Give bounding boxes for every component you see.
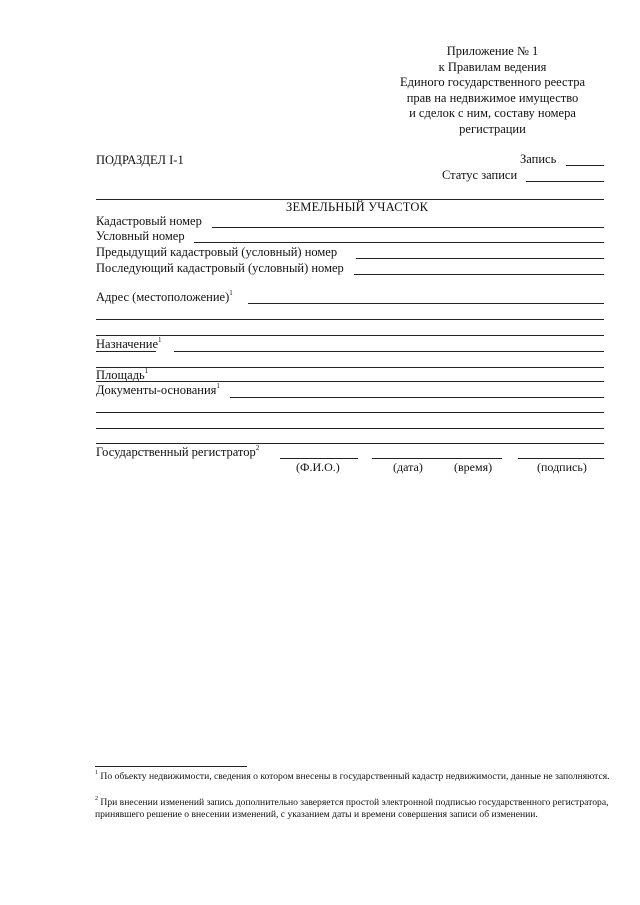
cadastral-number-field[interactable] — [212, 227, 604, 228]
header-line: прав на недвижимое имущество — [406, 90, 579, 105]
registrar-signature-field[interactable] — [518, 458, 604, 459]
address-field[interactable] — [248, 303, 604, 304]
header-line: к Правилам ведения — [438, 59, 547, 74]
status-field[interactable] — [526, 181, 604, 182]
fio-caption: (Ф.И.О.) — [296, 460, 340, 474]
registrar-datetime-field[interactable] — [372, 458, 502, 459]
documents-field-line[interactable] — [96, 428, 604, 429]
date-caption: (дата) — [393, 460, 423, 474]
status-label: Статус записи — [442, 168, 518, 182]
registrar-label: Государственный регистратор$^2$ — [96, 443, 260, 459]
documents-field-line[interactable] — [96, 412, 604, 413]
area-label: Площадь$^1$ — [96, 366, 149, 382]
next-number-field[interactable] — [354, 274, 604, 275]
conditional-number-field[interactable] — [194, 242, 604, 243]
footnote-rule — [95, 766, 247, 767]
record-field[interactable] — [566, 165, 604, 166]
next-number-label: Последующий кадастровый (условный) номер — [96, 261, 344, 275]
header-line: регистрации — [459, 121, 526, 136]
footnote-2: $^2$ При внесении изменений запись дополнительно заверяется простой электронной подписью государственного регистратора, принявшего решение о внесении изменений, с указанием даты и времени совершения записи об изменении. — [95, 795, 609, 820]
address-field-line[interactable] — [96, 335, 604, 336]
footnote-1: $^1$ По объекту недвижимости, сведения о котором внесены в государственный кадастр недвижимости, данные не заполняются. — [95, 769, 610, 782]
purpose-underline — [96, 351, 156, 352]
record-label: Запись — [520, 152, 557, 166]
previous-number-label: Предыдущий кадастровый (условный) номер — [96, 245, 338, 259]
conditional-number-label: Условный номер — [96, 229, 185, 243]
area-field[interactable] — [96, 381, 604, 382]
subsection-label: ПОДРАЗДЕЛ I-1 — [96, 153, 184, 167]
header-line: и сделок с ним, составу номера — [409, 106, 576, 120]
previous-number-field[interactable] — [356, 258, 604, 259]
header-line: Единого государственного реестра — [399, 75, 586, 89]
address-field-line[interactable] — [96, 319, 604, 320]
purpose-label: Назначение$^1$ — [96, 335, 162, 351]
registrar-fio-field[interactable] — [280, 458, 358, 459]
documents-label: Документы-основания$^1$ — [96, 381, 220, 397]
address-label: Адрес (местоположение)$^1$ — [96, 288, 233, 304]
signature-caption: (подпись) — [537, 460, 587, 474]
documents-field[interactable] — [230, 397, 604, 398]
section-title: ЗЕМЕЛЬНЫЙ УЧАСТОК — [286, 200, 429, 214]
purpose-field-line[interactable] — [96, 367, 604, 368]
appendix-header — [380, 44, 605, 137]
cadastral-number-label: Кадастровый номер — [96, 214, 202, 228]
header-line: Приложение № 1 — [446, 44, 539, 58]
purpose-field[interactable] — [174, 351, 604, 352]
documents-field-line[interactable] — [96, 443, 604, 444]
time-caption: (время) — [454, 460, 493, 474]
